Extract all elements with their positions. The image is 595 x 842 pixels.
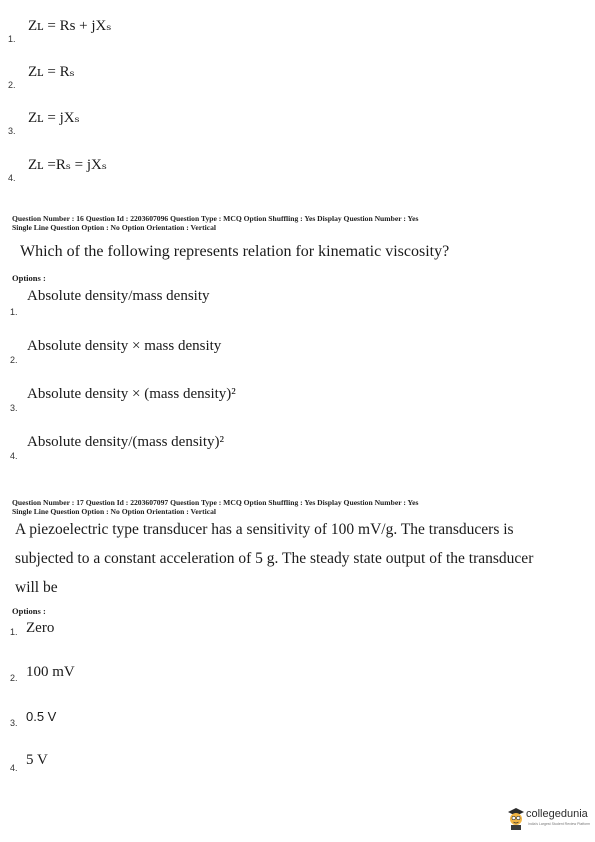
prev-option-4-number: 4. bbox=[8, 173, 16, 183]
q16-option-2-text[interactable]: Absolute density × mass density bbox=[27, 338, 222, 354]
collegedunia-logo bbox=[506, 806, 594, 832]
q16-options-label: Options : bbox=[12, 273, 46, 283]
q17-option-3-text[interactable]: 0.5 V bbox=[26, 709, 57, 724]
mascot-icon bbox=[506, 806, 526, 830]
q16-meta-line-2: Single Line Question Option : No Option Orientation : Vertical bbox=[12, 223, 216, 232]
logo-wordmark: collegedunia bbox=[526, 808, 588, 820]
q16-meta-line-1: Question Number : 16 Question Id : 2203607096 Question Type : MCQ Option Shuffling : Yes Display Question Number : Yes bbox=[12, 214, 419, 223]
q16-option-1-text[interactable]: Absolute density/mass density bbox=[27, 288, 210, 304]
q17-option-4-number: 4. bbox=[10, 763, 18, 773]
prev-option-1-number: 1. bbox=[8, 34, 16, 44]
q17-meta-line-2: Single Line Question Option : No Option Orientation : Vertical bbox=[12, 507, 216, 516]
prev-option-3-text: Zʟ = jXₛ bbox=[28, 110, 80, 126]
q17-option-4-text[interactable]: 5 V bbox=[26, 752, 48, 768]
prev-option-3-number: 3. bbox=[8, 126, 16, 136]
prev-option-1-text: Zʟ = Rs + jXₛ bbox=[28, 18, 112, 34]
prev-option-2-text: Zʟ = Rₛ bbox=[28, 64, 75, 80]
q17-option-1-text[interactable]: Zero bbox=[26, 620, 55, 636]
q17-question-line-3: will be bbox=[15, 579, 58, 596]
q17-options-label: Options : bbox=[12, 606, 46, 616]
q16-question-text: Which of the following represents relation for kinematic viscosity? bbox=[20, 243, 450, 260]
q17-meta-line-1: Question Number : 17 Question Id : 2203607097 Question Type : MCQ Option Shuffling : Yes Display Question Number : Yes bbox=[12, 498, 419, 507]
q17-option-2-text[interactable]: 100 mV bbox=[26, 664, 75, 680]
q17-option-2-number: 2. bbox=[10, 673, 18, 683]
prev-option-4-text: Zʟ =Rₛ = jXₛ bbox=[28, 157, 107, 173]
q17-option-3-number: 3. bbox=[10, 718, 18, 728]
q16-option-4-text[interactable]: Absolute density/(mass density)² bbox=[27, 434, 224, 450]
q16-option-4-number: 4. bbox=[10, 451, 18, 461]
prev-option-2-number: 2. bbox=[8, 80, 16, 90]
q16-option-2-number: 2. bbox=[10, 355, 18, 365]
q17-option-1-number: 1. bbox=[10, 627, 18, 637]
logo-tagline: India's Largest Student Review Platform bbox=[528, 822, 591, 826]
q17-question-line-1: A piezoelectric type transducer has a sensitivity of 100 mV/g. The transducers is bbox=[15, 521, 514, 538]
q16-option-1-number: 1. bbox=[10, 307, 18, 317]
q17-question-line-2: subjected to a constant acceleration of 5 g. The steady state output of the transducer bbox=[15, 550, 534, 567]
q16-option-3-number: 3. bbox=[10, 403, 18, 413]
q16-option-3-text[interactable]: Absolute density × (mass density)² bbox=[27, 386, 236, 402]
